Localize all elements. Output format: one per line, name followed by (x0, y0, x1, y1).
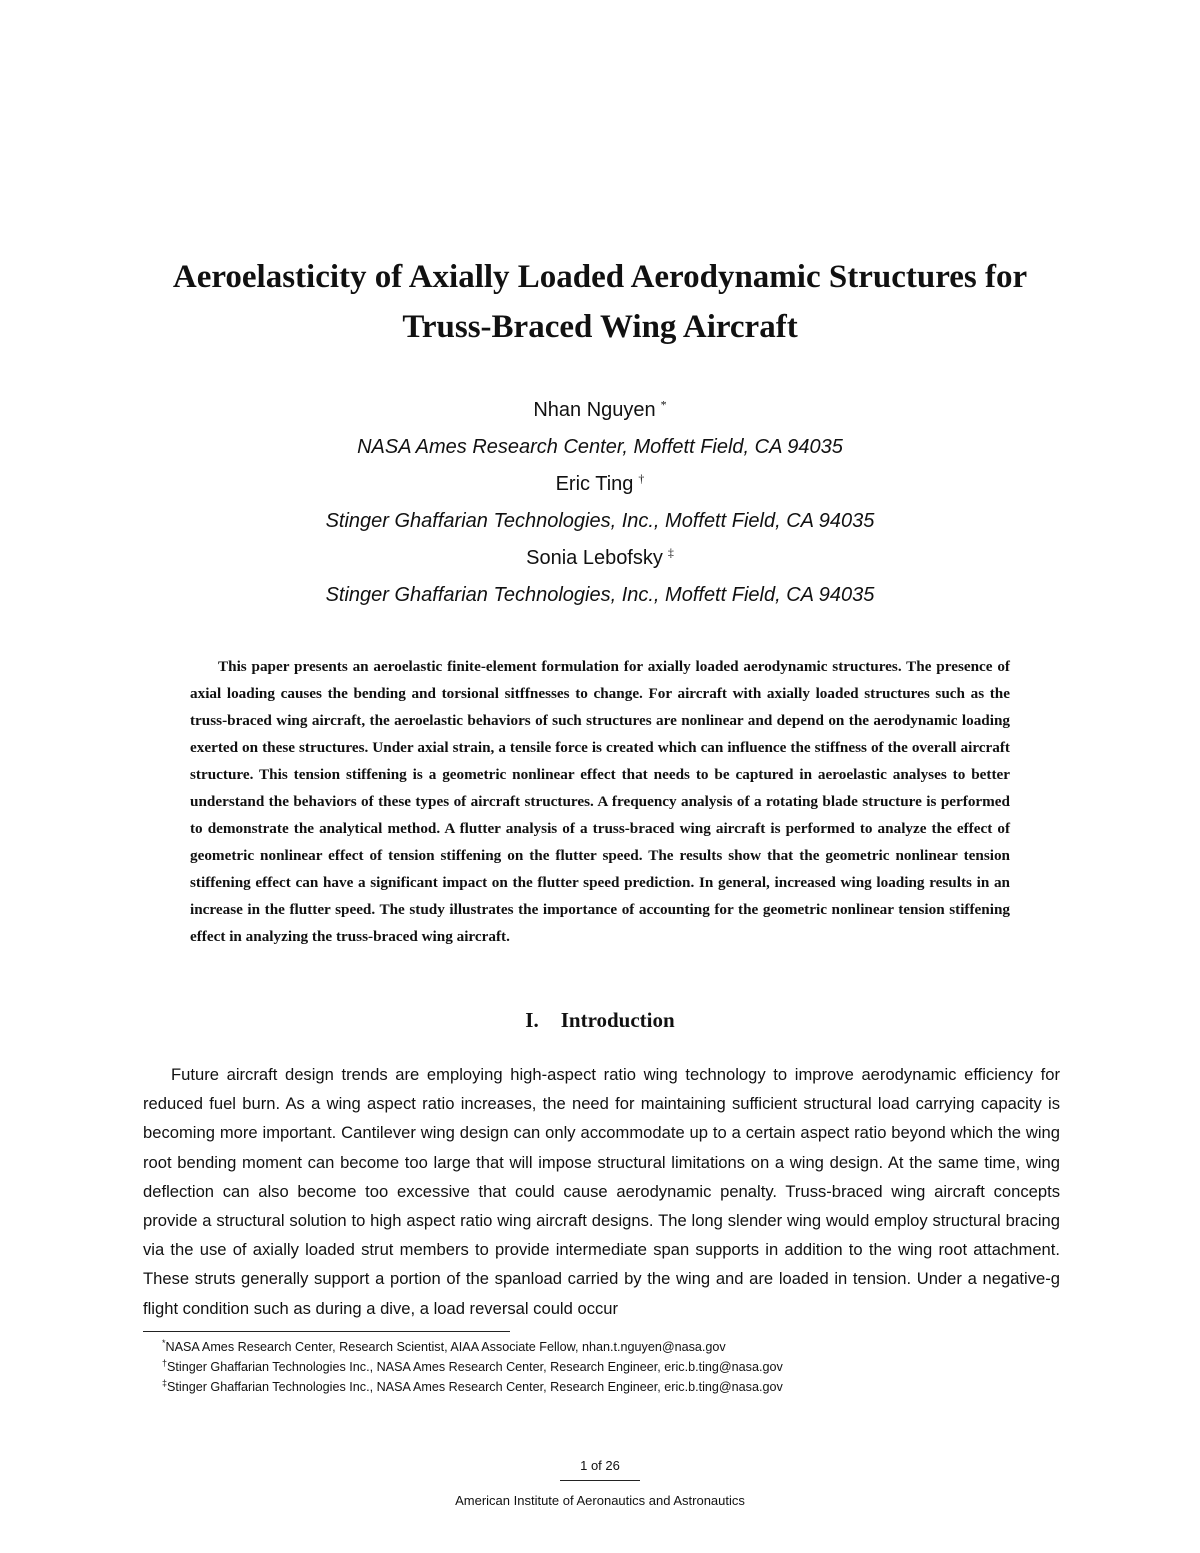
author-footnote-mark: ‡ (667, 545, 674, 560)
section-number: I. (525, 1008, 539, 1032)
footnote-text: NASA Ames Research Center, Research Scientist, AIAA Associate Fellow, nhan.t.nguyen@nasa.gov (165, 1340, 726, 1354)
author-block (100, 392, 1100, 614)
section-heading-introduction (100, 1008, 1100, 1033)
abstract: This paper presents an aeroelastic finite-element formulation for axially loaded aerodynamic structures. The presence of axial loading causes the bending and torsional sitffnesses to change. For aircraft with axially loaded structures such as the truss-braced wing aircraft, the aeroelastic behaviors of such structures are nonlinear and depend on the aerodynamic loading exerted on these structures. Under axial strain, a tensile force is created which can influence the stiffness of the overall aircraft structure. This tension stiffening is a geometric nonlinear effect that needs to be captured in aeroelastic analyses to better understand the behaviors of these types of aircraft structures. A frequency analysis of a rotating blade structure is performed to demonstrate the analytical method. A flutter analysis of a truss-braced wing aircraft is performed to analyze the effect of geometric nonlinear effect of tension stiffening on the flutter speed. The results show that the geometric nonlinear tension stiffening effect can have a significant impact on the flutter speed prediction. In general, increased wing loading results in an increase in the flutter speed. The study illustrates the importance of accounting for the geometric nonlinear tension stiffening effect in analyzing the truss-braced wing aircraft. (190, 658, 1010, 945)
footnote-1 (162, 1337, 1062, 1357)
footnotes (162, 1337, 1062, 1397)
footnote-mark: * (162, 1337, 166, 1348)
section-title: Introduction (560, 1008, 675, 1032)
footnote-mark: ‡ (162, 1377, 168, 1388)
footer-divider (560, 1480, 640, 1481)
footnote-2 (162, 1357, 1062, 1377)
footnote-text: Stinger Ghaffarian Technologies Inc., NASA Ames Research Center, Research Engineer, eric.b.ting@nasa.gov (167, 1380, 783, 1394)
author-affiliation: Stinger Ghaffarian Technologies, Inc., Moffett Field, CA 94035 (325, 510, 875, 532)
author-1 (100, 392, 1100, 429)
author-3 (100, 540, 1100, 577)
introduction-paragraph: Future aircraft design trends are employing high-aspect ratio wing technology to improve aerodynamic efficiency for reduced fuel burn. As a wing aspect ratio increases, the need for maintaining sufficient structural load carrying capacity is becoming more important. Cantilever wing design can only accommodate up to a certain aspect ratio beyond which the wing root bending moment can become too large that will impose structural limitations on a wing design. At the same time, wing deflection can also become too excessive that could cause aerodynamic penalty. Truss-braced wing aircraft concepts provide a structural solution to high aspect ratio wing aircraft designs. The long slender wing would employ structural bracing via the use of axially loaded strut members to provide intermediate span supports in addition to the wing root attachment. These struts generally support a portion of the spanload carried by the wing and are loaded in tension. Under a negative-g flight condition such as during a dive, a load reversal could occur (143, 1065, 1060, 1318)
author-name: Eric Ting (555, 473, 634, 495)
author-2 (100, 466, 1100, 503)
author-footnote-mark: † (638, 471, 645, 486)
paper-title (100, 252, 1100, 352)
footnote-divider (143, 1331, 510, 1332)
title-line-1: Aeroelasticity of Axially Loaded Aerodynamic Structures for (172, 259, 1028, 295)
author-affiliation: Stinger Ghaffarian Technologies, Inc., Moffett Field, CA 94035 (325, 584, 875, 606)
title-line-2: Truss-Braced Wing Aircraft (402, 309, 798, 345)
footnote-text: Stinger Ghaffarian Technologies Inc., NASA Ames Research Center, Research Engineer, eric.b.ting@nasa.gov (167, 1360, 783, 1374)
footnote-3 (162, 1377, 1062, 1397)
page-number: 1 of 26 (580, 1458, 620, 1473)
author-affiliation: NASA Ames Research Center, Moffett Field, CA 94035 (357, 436, 843, 458)
author-name: Sonia Lebofsky (526, 547, 663, 569)
author-name: Nhan Nguyen (533, 399, 656, 421)
footer-organization: American Institute of Aeronautics and Astronautics (455, 1493, 745, 1508)
footnote-mark: † (162, 1357, 168, 1368)
author-footnote-mark: * (660, 397, 667, 412)
